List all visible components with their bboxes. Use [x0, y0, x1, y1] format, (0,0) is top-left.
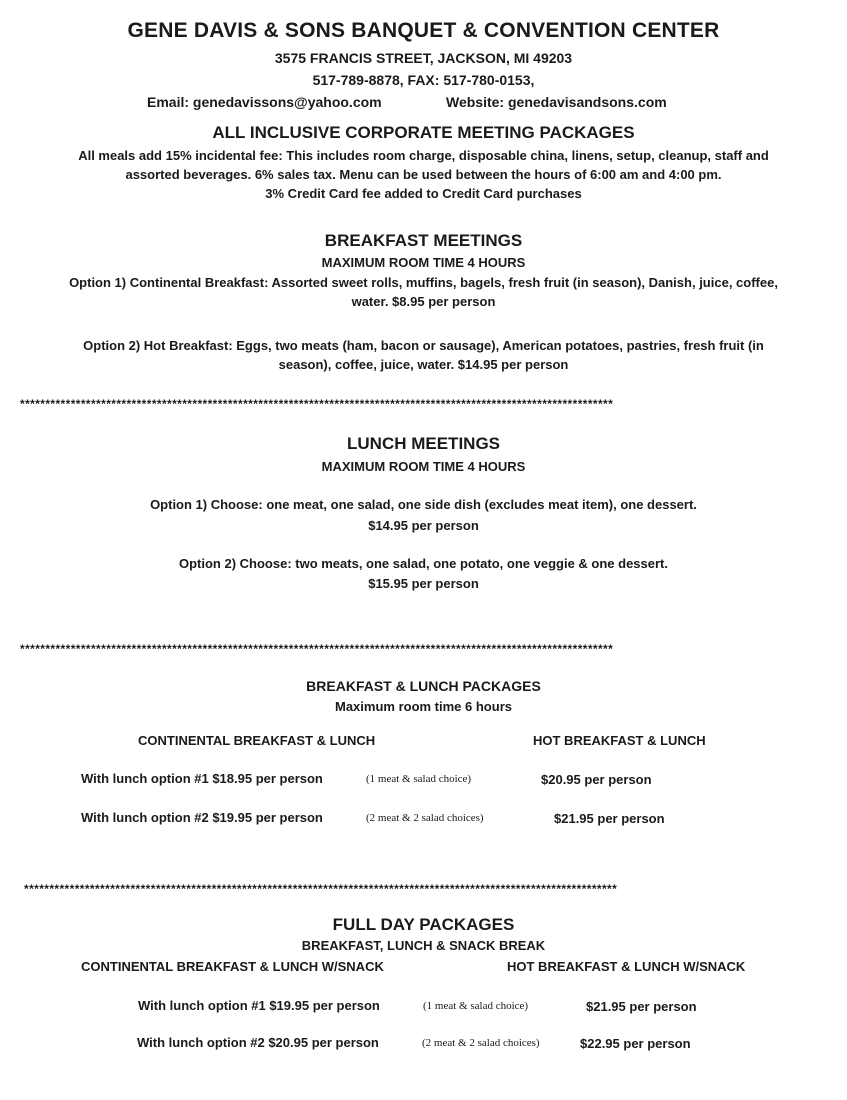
bl-packages-subheading: Maximum room time 6 hours	[335, 699, 512, 714]
lunch-option-2: Option 2) Choose: two meats, one salad, one potato, one veggie & one dessert.	[178, 556, 669, 571]
lunch-option-1: Option 1) Choose: one meat, one salad, one side dish (excludes meat item), one dessert.	[150, 497, 697, 512]
intro-line-2: assorted beverages. 6% sales tax. Menu can be used between the hours of 6:00 am and 4:00 pm.	[125, 167, 722, 182]
bl-row-1-note: (1 meat & salad choice)	[366, 773, 472, 785]
full-day-heading: FULL DAY PACKAGES	[332, 915, 515, 934]
breakfast-option-2-line-1: Option 2) Hot Breakfast: Eggs, two meats (ham, bacon or sausage), American potatoes, pastries, fresh fruit (in	[83, 338, 764, 353]
intro-line-1: All meals add 15% incidental fee: This includes room charge, disposable china, linens, setup, cleanup, staff and	[78, 148, 769, 163]
full-day-col-continental: CONTINENTAL BREAKFAST & LUNCH W/SNACK	[81, 959, 384, 974]
full-day-row-2-hot-price: $22.95 per person	[580, 1036, 691, 1051]
lunch-heading: LUNCH MEETINGS	[347, 434, 500, 453]
breakfast-subheading: MAXIMUM ROOM TIME 4 HOURS	[321, 255, 526, 270]
divider-1: *********************************************************************************************************************	[20, 398, 614, 410]
website: Website: genedavisandsons.com	[446, 94, 667, 110]
bl-row-2-note: (2 meat & 2 salad choices)	[366, 812, 484, 824]
bl-row-2-hot-price: $21.95 per person	[554, 811, 665, 826]
phone-fax: 517-789-8878, FAX: 517-780-0153,	[312, 72, 535, 88]
intro-line-3: 3% Credit Card fee added to Credit Card purchases	[265, 186, 582, 201]
breakfast-option-1-line-1: Option 1) Continental Breakfast: Assorted sweet rolls, muffins, bagels, fresh fruit (in season), Danish, juice, coffee,	[69, 275, 778, 290]
full-day-row-1-note: (1 meat & salad choice)	[423, 1000, 529, 1012]
divider-2: *********************************************************************************************************************	[20, 643, 614, 655]
breakfast-option-1-line-2: water. $8.95 per person	[351, 294, 496, 309]
full-day-row-2-note: (2 meat & 2 salad choices)	[422, 1037, 540, 1049]
bl-row-1-label: With lunch option #1 $18.95 per person	[81, 771, 323, 786]
full-day-row-2-label: With lunch option #2 $20.95 per person	[137, 1035, 379, 1050]
lunch-option-2-price: $15.95 per person	[368, 576, 479, 591]
bl-col-continental: CONTINENTAL BREAKFAST & LUNCH	[138, 733, 376, 748]
bl-packages-heading: BREAKFAST & LUNCH PACKAGES	[306, 678, 541, 694]
full-day-subheading: BREAKFAST, LUNCH & SNACK BREAK	[301, 938, 546, 953]
full-day-row-1-label: With lunch option #1 $19.95 per person	[138, 998, 380, 1013]
bl-row-2-label: With lunch option #2 $19.95 per person	[81, 810, 323, 825]
breakfast-heading: BREAKFAST MEETINGS	[324, 231, 523, 250]
document-title: GENE DAVIS & SONS BANQUET & CONVENTION CENTER	[127, 19, 720, 42]
packages-heading: ALL INCLUSIVE CORPORATE MEETING PACKAGES	[212, 123, 635, 142]
full-day-row-1-hot-price: $21.95 per person	[586, 999, 697, 1014]
breakfast-option-2-line-2: season), coffee, juice, water. $14.95 per person	[278, 357, 569, 372]
lunch-subheading: MAXIMUM ROOM TIME 4 HOURS	[321, 459, 526, 474]
bl-col-hot: HOT BREAKFAST & LUNCH	[533, 733, 706, 748]
bl-row-1-hot-price: $20.95 per person	[541, 772, 652, 787]
full-day-col-hot: HOT BREAKFAST & LUNCH W/SNACK	[507, 959, 746, 974]
email: Email: genedavissons@yahoo.com	[147, 94, 382, 110]
lunch-option-1-price: $14.95 per person	[368, 518, 479, 533]
address: 3575 FRANCIS STREET, JACKSON, MI 49203	[274, 50, 573, 66]
divider-3: *********************************************************************************************************************	[24, 883, 618, 895]
